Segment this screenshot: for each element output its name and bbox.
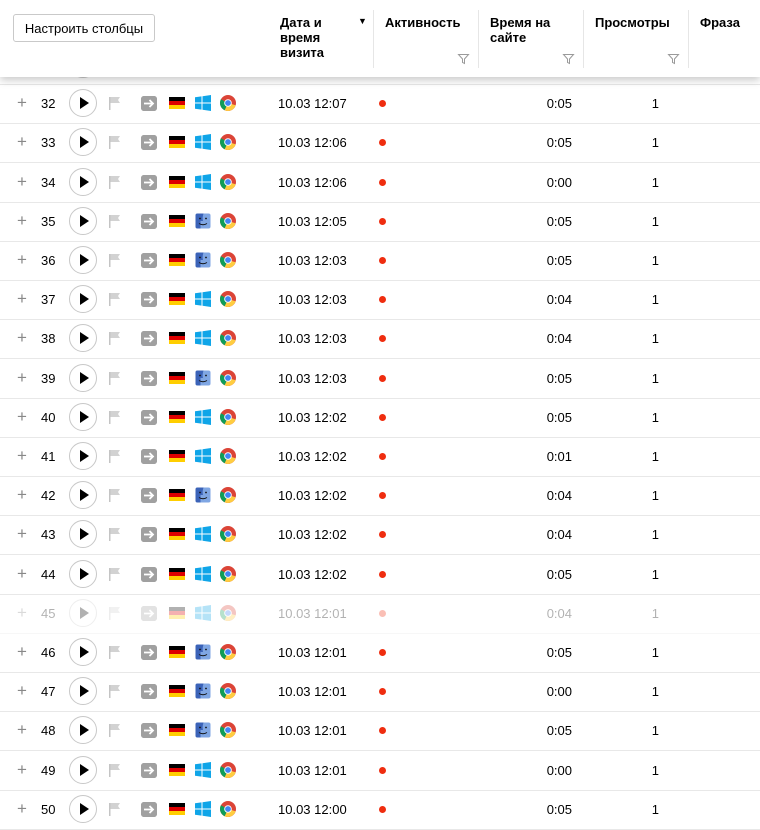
flag-icon[interactable]	[108, 292, 121, 306]
row-number: 35	[41, 214, 56, 229]
chrome-icon	[220, 487, 236, 503]
windows-icon	[195, 409, 211, 425]
windows-icon	[195, 762, 211, 778]
time-on-site: 0:05	[546, 723, 572, 738]
flag-icon[interactable]	[108, 371, 121, 385]
row-number: 46	[41, 645, 56, 660]
row-number: 49	[41, 763, 56, 778]
germany-flag-icon	[169, 254, 185, 266]
windows-icon	[195, 95, 211, 111]
play-recording-button[interactable]	[69, 442, 97, 470]
filter-icon[interactable]	[563, 54, 574, 64]
visit-date: 10.03 12:02	[278, 410, 347, 425]
windows-icon	[195, 801, 211, 817]
views-count: 1	[651, 175, 659, 190]
arrow-right-icon	[141, 410, 157, 425]
visit-date: 10.03 12:02	[278, 488, 347, 503]
germany-flag-icon	[169, 372, 185, 384]
play-recording-button[interactable]	[69, 756, 97, 784]
table-row[interactable]	[0, 594, 760, 634]
row-number: 42	[41, 488, 56, 503]
windows-icon	[195, 566, 211, 582]
row-number: 38	[41, 331, 56, 346]
expand-plus-icon[interactable]: +	[17, 446, 27, 465]
activity-dot	[379, 139, 386, 146]
views-count: 1	[651, 802, 659, 817]
visit-date: 10.03 12:06	[278, 175, 347, 190]
expand-plus-icon[interactable]: +	[17, 328, 27, 347]
chrome-icon	[220, 370, 236, 386]
mac-finder-icon	[195, 213, 211, 229]
windows-icon	[195, 134, 211, 150]
row-number: 45	[41, 606, 56, 621]
table-row[interactable]	[0, 751, 760, 791]
mac-finder-icon	[195, 644, 211, 660]
flag-icon[interactable]	[108, 763, 121, 777]
row-number: 41	[41, 449, 56, 464]
chrome-icon	[220, 605, 236, 621]
time-on-site: 0:01	[546, 449, 572, 464]
windows-icon	[195, 605, 211, 621]
flag-icon[interactable]	[108, 645, 121, 659]
activity-dot	[379, 257, 386, 264]
table-row[interactable]	[0, 515, 760, 555]
time-on-site: 0:04	[546, 527, 572, 542]
views-count: 1	[651, 567, 659, 582]
visit-date: 10.03 12:03	[278, 331, 347, 346]
column-divider	[373, 10, 374, 68]
views-count: 1	[651, 292, 659, 307]
flag-icon[interactable]	[108, 449, 121, 463]
table-row[interactable]	[0, 633, 760, 673]
mac-finder-icon	[195, 487, 211, 503]
germany-flag-icon	[169, 489, 185, 501]
table-row[interactable]	[0, 359, 760, 399]
play-recording-button[interactable]	[69, 364, 97, 392]
column-divider	[688, 10, 689, 68]
expand-plus-icon[interactable]: +	[17, 642, 27, 661]
time-on-site: 0:05	[546, 96, 572, 111]
arrow-right-icon	[141, 606, 157, 621]
sort-down-icon[interactable]: ▼	[358, 16, 367, 26]
views-count: 1	[651, 214, 659, 229]
visit-date: 10.03 12:01	[278, 684, 347, 699]
table-row[interactable]	[0, 790, 760, 830]
arrow-right-icon	[141, 331, 157, 346]
views-count: 1	[651, 488, 659, 503]
table-row[interactable]	[0, 202, 760, 242]
visit-date: 10.03 12:02	[278, 449, 347, 464]
activity-dot	[379, 100, 386, 107]
views-count: 1	[651, 331, 659, 346]
filter-icon[interactable]	[668, 54, 679, 64]
visit-date: 10.03 12:06	[278, 135, 347, 150]
play-recording-button[interactable]	[69, 89, 97, 117]
expand-plus-icon[interactable]: +	[17, 172, 27, 191]
visit-date: 10.03 12:05	[278, 214, 347, 229]
views-count: 1	[651, 763, 659, 778]
arrow-right-icon	[141, 802, 157, 817]
table-row[interactable]	[0, 437, 760, 477]
play-recording-button[interactable]	[69, 677, 97, 705]
germany-flag-icon	[169, 97, 185, 109]
column-header-phrase[interactable]: Фраза	[700, 15, 740, 30]
time-on-site: 0:04	[546, 488, 572, 503]
windows-icon	[195, 174, 211, 190]
flag-icon[interactable]	[108, 488, 121, 502]
play-recording-button[interactable]	[69, 716, 97, 744]
table-row[interactable]	[0, 555, 760, 595]
chrome-icon	[220, 213, 236, 229]
arrow-right-icon	[141, 723, 157, 738]
activity-dot	[379, 375, 386, 382]
arrow-right-icon	[141, 488, 157, 503]
time-on-site: 0:04	[546, 292, 572, 307]
filter-icon[interactable]	[458, 54, 469, 64]
flag-icon[interactable]	[108, 802, 121, 816]
table-row[interactable]	[0, 163, 760, 203]
windows-icon	[195, 330, 211, 346]
chrome-icon	[220, 801, 236, 817]
flag-icon[interactable]	[108, 96, 121, 110]
chrome-icon	[220, 134, 236, 150]
row-number: 40	[41, 410, 56, 425]
column-header-activity[interactable]: Активность	[385, 15, 461, 30]
mac-finder-icon	[195, 252, 211, 268]
visit-date: 10.03 12:00	[278, 802, 347, 817]
germany-flag-icon	[169, 215, 185, 227]
play-recording-button[interactable]	[69, 168, 97, 196]
table-row[interactable]	[0, 123, 760, 163]
flag-icon[interactable]	[108, 567, 121, 581]
play-recording-button[interactable]	[69, 795, 97, 823]
table-row[interactable]	[0, 241, 760, 281]
windows-icon	[195, 526, 211, 542]
arrow-right-icon	[141, 175, 157, 190]
play-recording-button[interactable]	[69, 324, 97, 352]
visit-date: 10.03 12:02	[278, 527, 347, 542]
expand-plus-icon[interactable]: +	[17, 564, 27, 583]
flag-icon[interactable]	[108, 214, 121, 228]
activity-dot	[379, 688, 386, 695]
expand-plus-icon[interactable]: +	[17, 799, 27, 818]
flag-icon[interactable]	[108, 175, 121, 189]
row-number: 44	[41, 567, 56, 582]
germany-flag-icon	[169, 528, 185, 540]
expand-plus-icon[interactable]: +	[17, 603, 27, 622]
flag-icon[interactable]	[108, 606, 121, 620]
arrow-right-icon	[141, 135, 157, 150]
chrome-icon	[220, 291, 236, 307]
views-count: 1	[651, 606, 659, 621]
activity-dot	[379, 767, 386, 774]
row-number: 43	[41, 527, 56, 542]
play-recording-button[interactable]	[69, 246, 97, 274]
arrow-right-icon	[141, 645, 157, 660]
germany-flag-icon	[169, 411, 185, 423]
arrow-right-icon	[141, 527, 157, 542]
activity-dot	[379, 335, 386, 342]
chrome-icon	[220, 722, 236, 738]
column-header-views[interactable]: Просмотры	[595, 15, 670, 30]
views-count: 1	[651, 253, 659, 268]
play-recording-button[interactable]	[69, 481, 97, 509]
time-on-site: 0:05	[546, 645, 572, 660]
expand-plus-icon[interactable]: +	[17, 93, 27, 112]
expand-plus-icon[interactable]: +	[17, 485, 27, 504]
play-recording-button[interactable]	[69, 285, 97, 313]
row-number: 39	[41, 371, 56, 386]
play-recording-button[interactable]	[69, 128, 97, 156]
activity-dot	[379, 492, 386, 499]
time-on-site: 0:05	[546, 410, 572, 425]
activity-dot	[379, 727, 386, 734]
visit-date: 10.03 12:01	[278, 606, 347, 621]
germany-flag-icon	[169, 293, 185, 305]
chrome-icon	[220, 330, 236, 346]
germany-flag-icon	[169, 724, 185, 736]
flag-icon[interactable]	[108, 527, 121, 541]
chrome-icon	[220, 448, 236, 464]
activity-dot	[379, 610, 386, 617]
play-recording-button[interactable]	[69, 403, 97, 431]
flag-icon[interactable]	[108, 135, 121, 149]
play-recording-button[interactable]	[69, 207, 97, 235]
play-recording-button[interactable]	[69, 638, 97, 666]
visit-date: 10.03 12:01	[278, 645, 347, 660]
germany-flag-icon	[169, 764, 185, 776]
flag-icon[interactable]	[108, 684, 121, 698]
views-count: 1	[651, 684, 659, 699]
arrow-right-icon	[141, 684, 157, 699]
time-on-site: 0:05	[546, 135, 572, 150]
mac-finder-icon	[195, 370, 211, 386]
views-count: 1	[651, 135, 659, 150]
visit-date: 10.03 12:01	[278, 763, 347, 778]
table-row[interactable]	[0, 398, 760, 438]
chrome-icon	[220, 683, 236, 699]
row-number: 34	[41, 175, 56, 190]
activity-dot	[379, 531, 386, 538]
table-row[interactable]	[0, 476, 760, 516]
flag-icon[interactable]	[108, 331, 121, 345]
row-number: 32	[41, 96, 56, 111]
time-on-site: 0:05	[546, 567, 572, 582]
configure-columns-button[interactable]: Настроить столбцы	[13, 14, 155, 42]
activity-dot	[379, 179, 386, 186]
germany-flag-icon	[169, 176, 185, 188]
column-divider	[478, 10, 479, 68]
row-number: 37	[41, 292, 56, 307]
chrome-icon	[220, 566, 236, 582]
activity-dot	[379, 218, 386, 225]
time-on-site: 0:05	[546, 371, 572, 386]
mac-finder-icon	[195, 683, 211, 699]
arrow-right-icon	[141, 763, 157, 778]
expand-plus-icon[interactable]: +	[17, 524, 27, 543]
expand-plus-icon[interactable]: +	[17, 407, 27, 426]
expand-plus-icon[interactable]: +	[17, 368, 27, 387]
expand-plus-icon[interactable]: +	[17, 211, 27, 230]
chrome-icon	[220, 644, 236, 660]
views-count: 1	[651, 96, 659, 111]
arrow-right-icon	[141, 567, 157, 582]
table-header	[0, 0, 760, 77]
arrow-right-icon	[141, 96, 157, 111]
chrome-icon	[220, 95, 236, 111]
views-count: 1	[651, 723, 659, 738]
play-recording-button[interactable]	[69, 560, 97, 588]
play-recording-button[interactable]	[69, 599, 97, 627]
germany-flag-icon	[169, 332, 185, 344]
germany-flag-icon	[169, 607, 185, 619]
visit-date: 10.03 12:03	[278, 371, 347, 386]
play-recording-button[interactable]	[69, 520, 97, 548]
visit-date: 10.03 12:01	[278, 723, 347, 738]
table-row[interactable]	[0, 711, 760, 751]
flag-icon[interactable]	[108, 723, 121, 737]
expand-plus-icon[interactable]: +	[17, 132, 27, 151]
activity-dot	[379, 453, 386, 460]
germany-flag-icon	[169, 568, 185, 580]
chrome-icon	[220, 762, 236, 778]
expand-plus-icon[interactable]: +	[17, 250, 27, 269]
germany-flag-icon	[169, 646, 185, 658]
visit-date: 10.03 12:03	[278, 253, 347, 268]
row-number: 48	[41, 723, 56, 738]
table-row[interactable]	[0, 319, 760, 359]
column-header-date[interactable]: Дата и время визита	[280, 15, 325, 60]
mac-finder-icon	[195, 722, 211, 738]
activity-dot	[379, 296, 386, 303]
chrome-icon	[220, 252, 236, 268]
views-count: 1	[651, 449, 659, 464]
visit-date: 10.03 12:07	[278, 96, 347, 111]
chrome-icon	[220, 409, 236, 425]
flag-icon[interactable]	[108, 253, 121, 267]
time-on-site: 0:00	[546, 175, 572, 190]
column-header-time-on-site[interactable]: Время на сайте	[490, 15, 551, 45]
germany-flag-icon	[169, 450, 185, 462]
row-number: 33	[41, 135, 56, 150]
arrow-right-icon	[141, 292, 157, 307]
views-count: 1	[651, 410, 659, 425]
activity-dot	[379, 649, 386, 656]
expand-plus-icon[interactable]: +	[17, 681, 27, 700]
time-on-site: 0:04	[546, 331, 572, 346]
activity-dot	[379, 414, 386, 421]
windows-icon	[195, 448, 211, 464]
arrow-right-icon	[141, 214, 157, 229]
visit-date: 10.03 12:03	[278, 292, 347, 307]
visit-date: 10.03 12:02	[278, 567, 347, 582]
row-number: 36	[41, 253, 56, 268]
windows-icon	[195, 291, 211, 307]
row-number: 50	[41, 802, 56, 817]
chrome-icon	[220, 526, 236, 542]
flag-icon[interactable]	[108, 410, 121, 424]
time-on-site: 0:05	[546, 802, 572, 817]
views-count: 1	[651, 645, 659, 660]
table-row[interactable]	[0, 672, 760, 712]
activity-dot	[379, 806, 386, 813]
table-row[interactable]	[0, 280, 760, 320]
germany-flag-icon	[169, 685, 185, 697]
germany-flag-icon	[169, 136, 185, 148]
row-number: 47	[41, 684, 56, 699]
time-on-site: 0:00	[546, 684, 572, 699]
arrow-right-icon	[141, 253, 157, 268]
germany-flag-icon	[169, 803, 185, 815]
table-row[interactable]	[0, 84, 760, 124]
expand-plus-icon[interactable]: +	[17, 760, 27, 779]
column-divider	[583, 10, 584, 68]
time-on-site: 0:05	[546, 214, 572, 229]
views-count: 1	[651, 371, 659, 386]
chrome-icon	[220, 174, 236, 190]
time-on-site: 0:00	[546, 763, 572, 778]
expand-plus-icon[interactable]: +	[17, 720, 27, 739]
arrow-right-icon	[141, 449, 157, 464]
views-count: 1	[651, 527, 659, 542]
time-on-site: 0:05	[546, 253, 572, 268]
arrow-right-icon	[141, 371, 157, 386]
time-on-site: 0:04	[546, 606, 572, 621]
activity-dot	[379, 571, 386, 578]
expand-plus-icon[interactable]: +	[17, 289, 27, 308]
